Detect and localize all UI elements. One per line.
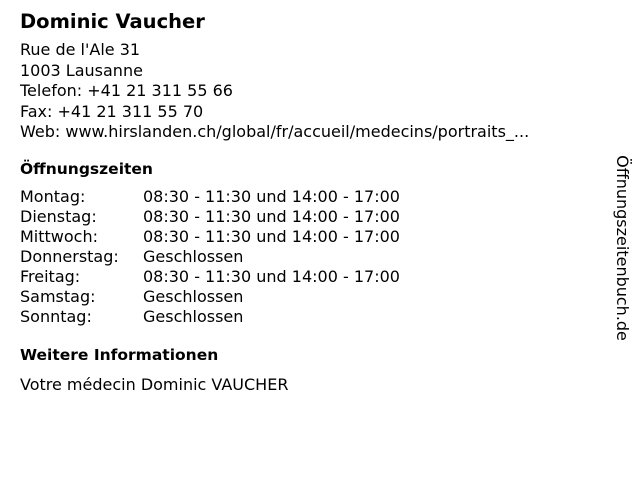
day-label: Sonntag: xyxy=(20,306,92,326)
city-line: 1003 Lausanne xyxy=(20,60,143,80)
day-label: Montag: xyxy=(20,186,86,206)
address-block xyxy=(20,40,600,143)
day-hours: Geschlossen xyxy=(143,246,244,266)
day-label: Samstag: xyxy=(20,286,96,306)
opening-hours-heading: Öffnungszeiten xyxy=(20,159,153,178)
day-hours: Geschlossen xyxy=(143,306,244,326)
further-info-heading: Weitere Informationen xyxy=(20,345,219,364)
page-title: Dominic Vaucher xyxy=(20,10,205,33)
day-hours: 08:30 - 11:30 und 14:00 - 17:00 xyxy=(143,266,400,286)
day-hours: Geschlossen xyxy=(143,286,244,306)
fax-line: Fax: +41 21 311 55 70 xyxy=(20,101,204,121)
business-card xyxy=(20,10,600,395)
opening-hours-table xyxy=(20,187,600,327)
hours-row-sunday xyxy=(20,307,600,327)
day-label: Mittwoch: xyxy=(20,226,98,246)
brand-watermark: Öffnungszeitenbuch.de xyxy=(613,155,632,341)
further-info-text: Votre médecin Dominic VAUCHER xyxy=(20,374,289,394)
day-hours: 08:30 - 11:30 und 14:00 - 17:00 xyxy=(143,186,400,206)
day-label: Donnerstag: xyxy=(20,246,119,266)
day-label: Freitag: xyxy=(20,266,81,286)
phone-line: Telefon: +41 21 311 55 66 xyxy=(20,81,233,100)
day-hours: 08:30 - 11:30 und 14:00 - 17:00 xyxy=(143,226,400,246)
hours-row-friday xyxy=(20,267,600,287)
day-label: Dienstag: xyxy=(20,206,97,226)
web-line: Web: www.hirslanden.ch/global/fr/accueil/medecins/portraits_... xyxy=(20,122,530,141)
street-line: Rue de l'Ale 31 xyxy=(20,40,141,59)
hours-row-thursday xyxy=(20,247,600,267)
hours-row-monday xyxy=(20,187,600,207)
hours-row-wednesday xyxy=(20,227,600,247)
hours-row-tuesday xyxy=(20,207,600,227)
day-hours: 08:30 - 11:30 und 14:00 - 17:00 xyxy=(143,206,400,226)
hours-row-saturday xyxy=(20,287,600,307)
